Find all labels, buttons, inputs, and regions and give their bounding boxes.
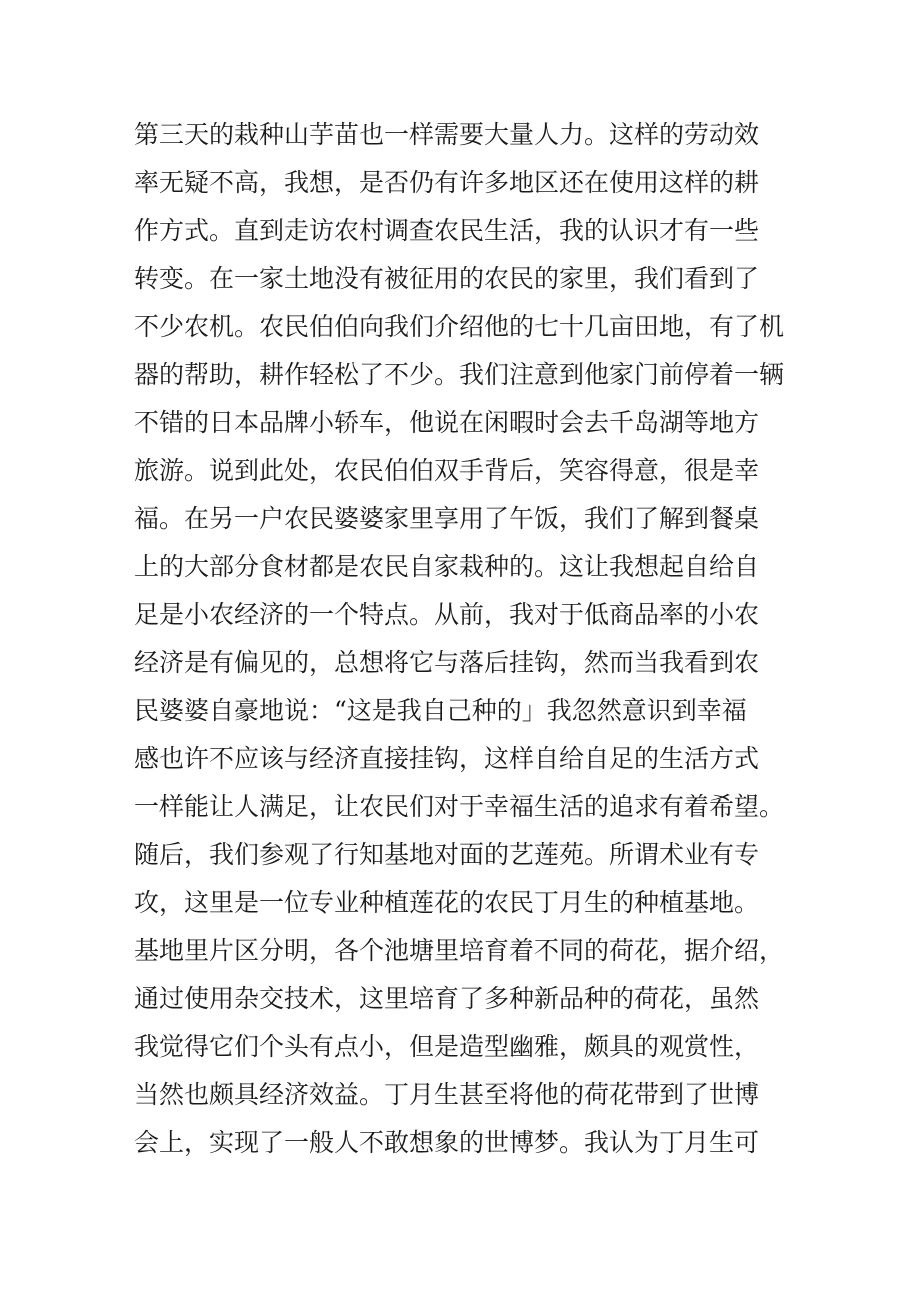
text-line: 随后，我们参观了行知基地对面的艺莲苑。所谓术业有专 xyxy=(134,840,760,869)
text-line: 一样能让人满足，让农民们对于幸福生活的追求有着希望。 xyxy=(134,792,785,821)
text-line: 作方式。直到走访农村调查农民生活，我的认识才有一些 xyxy=(134,216,760,245)
text-line: 第三天的栽种山芋苗也一样需要大量人力。这样的劳动效 xyxy=(134,120,760,149)
text-line: 当然也颇具经济效益。丁月生甚至将他的荷花带到了世博 xyxy=(134,1080,760,1109)
text-line: 不错的日本品牌小轿车，他说在闲暇时会去千岛湖等地方 xyxy=(134,408,760,437)
body-text xyxy=(134,111,814,1167)
text-line: 基地里片区分明，各个池塘里培育着不同的荷花，据介绍， xyxy=(134,936,785,965)
text-line: 通过使用杂交技术，这里培育了多种新品种的荷花，虽然 xyxy=(134,984,760,1013)
text-line: 会上，实现了一般人不敢想象的世博梦。我认为丁月生可 xyxy=(134,1128,760,1157)
text-line: 转变。在一家土地没有被征用的农民的家里，我们看到了 xyxy=(134,264,760,293)
text-line: 经济是有偏见的，总想将它与落后挂钩，然而当我看到农 xyxy=(134,648,760,677)
text-line: 器的帮助，耕作轻松了不少。我们注意到他家门前停着一辆 xyxy=(134,360,785,389)
text-line: 率无疑不高，我想，是否仍有许多地区还在使用这样的耕 xyxy=(134,168,760,197)
text-line: 感也许不应该与经济直接挂钩，这样自给自足的生活方式 xyxy=(134,744,760,773)
text-line: 上的大部分食材都是农民自家栽种的。这让我想起自给自 xyxy=(134,552,760,581)
text-line: 攻，这里是一位专业种植莲花的农民丁月生的种植基地。 xyxy=(134,888,760,917)
text-line: 旅游。说到此处，农民伯伯双手背后，笑容得意，很是幸 xyxy=(134,456,760,485)
text-line: 足是小农经济的一个特点。从前，我对于低商品率的小农 xyxy=(134,600,760,629)
text-line: 我觉得它们个头有点小，但是造型幽雅，颇具的观赏性， xyxy=(134,1032,760,1061)
text-line: 民婆婆自豪地说：“这是我自己种的」我忽然意识到幸福 xyxy=(134,696,747,725)
text-line: 福。在另一户农民婆婆家里享用了午饭，我们了解到餐桌 xyxy=(134,504,760,533)
text-line: 不少农机。农民伯伯向我们介绍他的七十几亩田地，有了机 xyxy=(134,312,785,341)
